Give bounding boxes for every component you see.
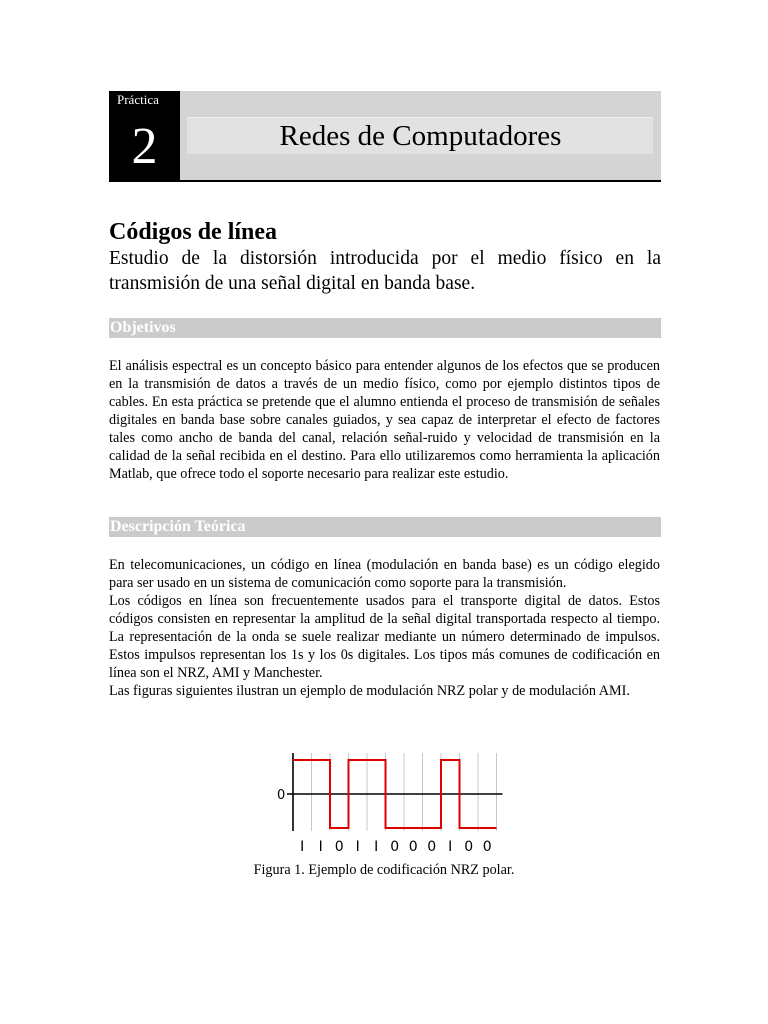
bit-label: 0 xyxy=(482,839,492,855)
course-title: Redes de Computadores xyxy=(279,120,562,152)
bit-label: I xyxy=(448,839,453,855)
bit-label: 0 xyxy=(408,839,418,855)
zero-label: 0 xyxy=(277,788,286,803)
descripcion-paragraph-2: Los códigos en línea son frecuentemente usados para el transporte digital de datos. Estos códigos consisten en representar la amplitud de la señal digital transportada respecto al tiempo. La representación de la onda se suele realizar mediante un número determinado de impulsos. Estos impulsos representan los 1s y los 0s digitales. Los tipos más comunes de codificación en línea son el NRZ, AMI y Manchester. xyxy=(109,593,660,681)
bit-label: I xyxy=(300,839,305,855)
section-heading-objetivos: Objetivos xyxy=(110,319,176,336)
practice-number: 2 xyxy=(131,118,158,175)
document-title: Códigos de línea xyxy=(109,219,278,245)
descripcion-text xyxy=(109,556,660,700)
header-rule xyxy=(109,180,661,182)
objetivos-text xyxy=(109,357,660,483)
bit-label: 0 xyxy=(464,839,474,855)
bit-label: 0 xyxy=(334,839,344,855)
bit-label: I xyxy=(318,839,323,855)
descripcion-paragraph-3: Las figuras siguientes ilustran un ejemplo de modulación NRZ polar y de modulación AMI. xyxy=(109,683,630,699)
figure-caption: Figura 1. Ejemplo de codificación NRZ polar. xyxy=(253,862,515,878)
section-bar-descripcion xyxy=(109,517,661,537)
nrz-polar-figure xyxy=(265,748,505,858)
practice-label: Práctica xyxy=(117,92,159,107)
bit-label: I xyxy=(374,839,379,855)
objetivos-paragraph: El análisis espectral es un concepto básico para entender algunos de los efectos que se producen en la transmisión de datos a través de un medio físico, como por ejemplo distintos tipos de cables. En esta práctica se pretende que el alumno entienda el proceso de transmisión de señales digitales en banda base sobre canales guiados, y sea capaz de interpretar el efecto de factores tales como ancho de banda del canal, relación señal-ruido y velocidad de transmisión en la calidad de la señal recibida en el destino. Para ello utilizaremos como herramienta la aplicación Matlab, que ofrece todo el soporte necesario para realizar este estudio. xyxy=(109,358,660,482)
bit-label: 0 xyxy=(427,839,437,855)
bit-label: 0 xyxy=(390,839,400,855)
practice-badge xyxy=(109,91,180,181)
bit-label: I xyxy=(355,839,360,855)
descripcion-paragraph-1: En telecomunicaciones, un código en línea (modulación en banda base) es un código elegido para ser usado en un sistema de comunicación como soporte para la transmisión. xyxy=(109,557,660,591)
chapter-header xyxy=(109,91,661,182)
section-heading-descripcion: Descripción Teórica xyxy=(110,518,246,535)
section-bar-objetivos xyxy=(109,318,661,338)
document-subtitle: Estudio de la distorsión introducida por el medio físico en la transmisión de una señal digital en banda base. xyxy=(109,248,661,294)
